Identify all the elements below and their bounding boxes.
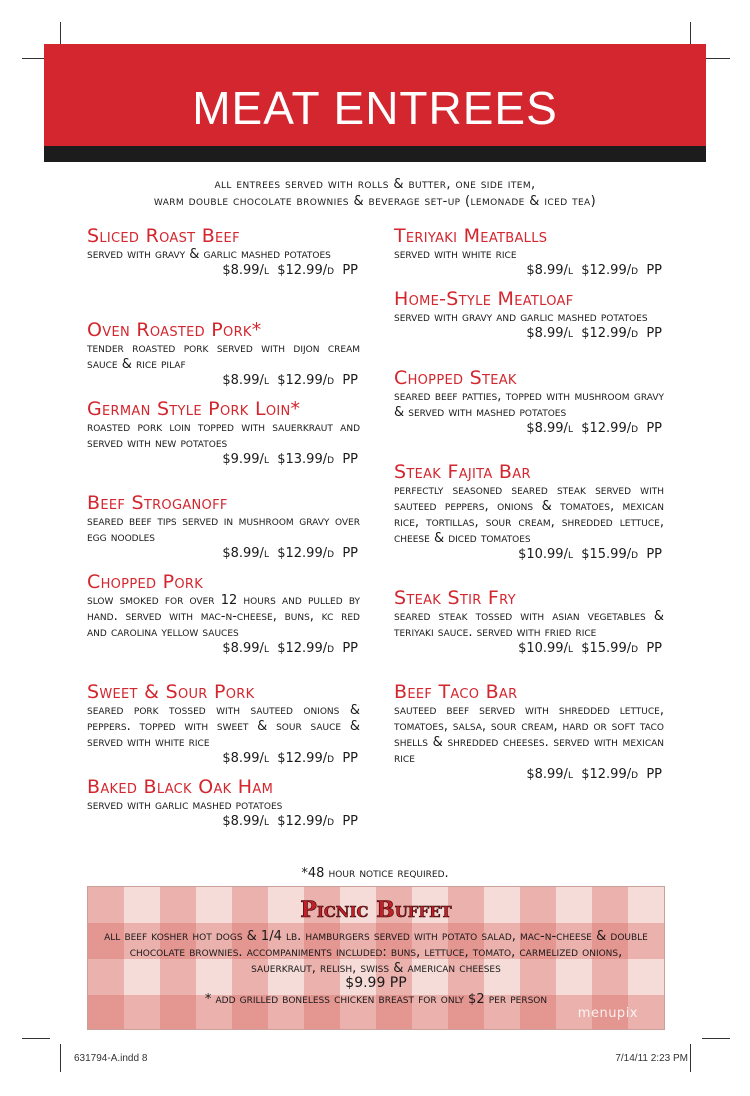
buffet-description: all beef kosher hot dogs & 1/4 lb. hamburgers served with potato salad, mac-n-cheese & double chocolate brownies. accompaniments included: buns, lettuce, tomato, carmelized onions, sauerkraut, relish, swiss & american cheeses	[104, 929, 648, 976]
print-timestamp: 7/14/11 2:23 PM	[615, 1053, 688, 1064]
buffet-price: $9.99 PP	[345, 975, 407, 991]
item-price: $8.99/l $12.99/d PP	[526, 263, 662, 278]
intro-line: warm double chocolate brownies & beverage set-up (lemonade & iced tea)	[153, 194, 597, 209]
menu-item	[394, 368, 664, 437]
item-description: seared steak tossed with asian vegetables & teriyaki sauce. served with fried rice	[394, 609, 664, 640]
item-price: $8.99/l $12.99/d PP	[222, 263, 358, 278]
item-description: roasted pork loin topped with sauerkraut and served with new potatoes	[87, 420, 360, 451]
item-description: served with white rice	[394, 247, 517, 262]
menu-item	[394, 462, 664, 563]
crop-mark	[60, 1044, 61, 1072]
item-name: Beef Stroganoff	[87, 492, 228, 514]
crop-mark	[22, 1038, 50, 1039]
item-price: $10.99/l $15.99/d PP	[518, 641, 662, 656]
menu-item	[87, 226, 360, 279]
item-description: seared beef tips served in mushroom gravy over egg noodles	[87, 514, 360, 545]
item-name: Chopped Pork	[87, 571, 204, 593]
item-name: Steak Stir Fry	[394, 587, 516, 609]
item-name: Beef Taco Bar	[394, 681, 518, 703]
item-price: $8.99/l $12.99/d PP	[526, 767, 662, 782]
item-name: Sliced Roast Beef	[87, 225, 240, 247]
item-price: $8.99/l $12.99/d PP	[222, 373, 358, 388]
item-description: served with gravy & garlic mashed potatoes	[87, 247, 331, 262]
menu-item	[87, 320, 360, 389]
item-name: Sweet & Sour Pork	[87, 681, 255, 703]
crop-mark	[690, 1044, 691, 1072]
item-price: $8.99/l $12.99/d PP	[526, 326, 662, 341]
item-description: perfectly seasoned seared steak served with sauteed peppers, onions & tomatoes, mexican rice, tortillas, sour cream, shredded lettuce, cheese & diced tomatoes	[394, 483, 664, 546]
item-name: Steak Fajita Bar	[394, 461, 531, 483]
item-name: German Style Pork Loin*	[87, 398, 301, 420]
menu-item	[87, 777, 360, 830]
item-description: seared beef patties, topped with mushroom gravy & served with mashed potatoes	[394, 389, 664, 420]
menu-item	[394, 682, 664, 783]
item-description: sauteed beef served with shredded lettuce, tomatoes, salsa, sour cream, hard or soft taco shells & shredded cheeses. served with mexican rice	[394, 703, 664, 766]
item-price: $8.99/l $12.99/d PP	[222, 641, 358, 656]
buffet-title: Picnic Buffet	[300, 897, 452, 923]
menu-item	[87, 493, 360, 562]
intro-line: all entrees served with rolls & butter, one side item,	[214, 177, 536, 192]
item-name: Teriyaki Meatballs	[394, 225, 548, 247]
picnic-buffet-box	[87, 886, 665, 1030]
item-description: slow smoked for over 12 hours and pulled by hand. served with mac-n-cheese, buns, kc red and carolina yellow sauces	[87, 593, 360, 640]
notice-text: *48 hour notice required.	[301, 866, 449, 881]
file-slug: 631794-A.indd 8	[74, 1053, 148, 1064]
watermark: menupix	[577, 1006, 638, 1021]
menu-item	[87, 399, 360, 468]
item-price: $8.99/l $12.99/d PP	[222, 814, 358, 829]
item-description: served with garlic mashed potatoes	[87, 798, 283, 813]
item-price: $8.99/l $12.99/d PP	[222, 751, 358, 766]
crop-mark	[702, 1038, 730, 1039]
item-price: $10.99/l $15.99/d PP	[518, 547, 662, 562]
menu-item	[394, 588, 664, 657]
menu-item	[394, 226, 664, 279]
menu-item	[87, 682, 360, 767]
header-underbar	[44, 146, 706, 162]
item-name: Oven Roasted Pork*	[87, 319, 262, 341]
page-title: MEAT ENTREES	[192, 82, 558, 134]
item-price: $9.99/l $13.99/d PP	[222, 452, 358, 467]
item-description: seared pork tossed with sauteed onions & peppers. topped with sweet & sour sauce & served with white rice	[87, 703, 360, 750]
intro-text	[44, 176, 706, 210]
menu-item	[87, 572, 360, 657]
item-description: served with gravy and garlic mashed potatoes	[394, 310, 648, 325]
item-name: Home-Style Meatloaf	[394, 288, 574, 310]
crop-mark	[702, 58, 730, 59]
menu-item	[394, 289, 664, 342]
header-banner	[44, 44, 706, 146]
item-name: Chopped Steak	[394, 367, 517, 389]
item-name: Baked Black Oak Ham	[87, 776, 274, 798]
item-description: tender roasted pork served with dijon cream sauce & rice pilaf	[87, 341, 360, 372]
item-price: $8.99/l $12.99/d PP	[526, 421, 662, 436]
item-price: $8.99/l $12.99/d PP	[222, 546, 358, 561]
buffet-addon: * add grilled boneless chicken breast for only $2 per person	[204, 992, 548, 1007]
